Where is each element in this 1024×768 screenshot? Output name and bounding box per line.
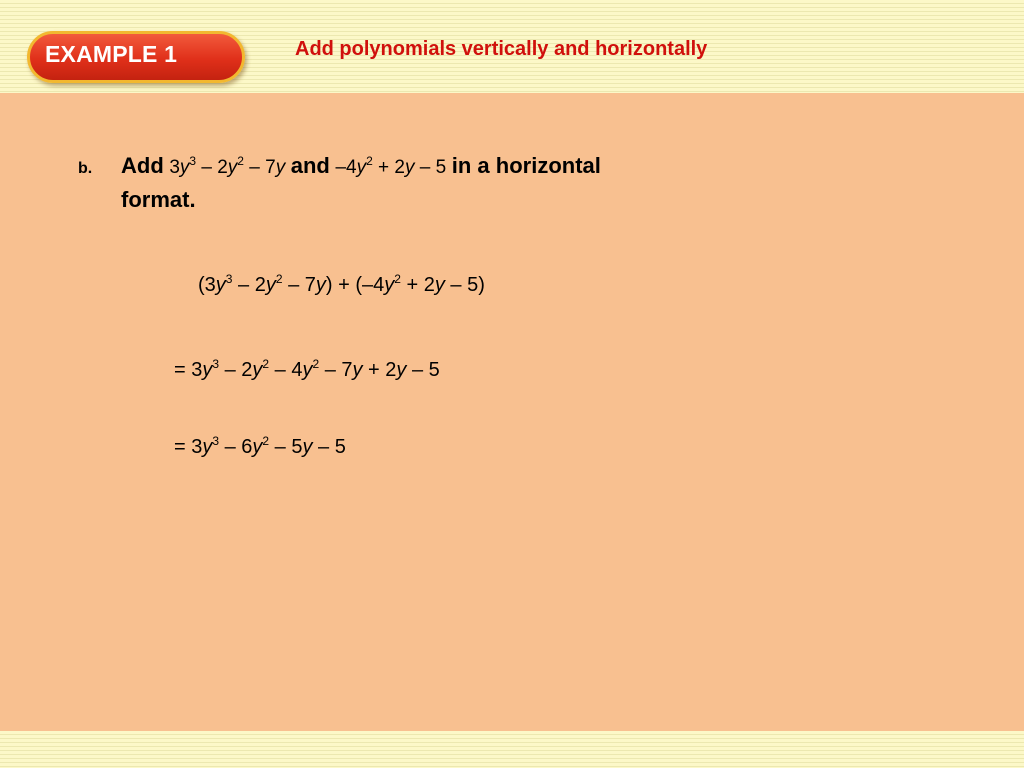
math-text: – 7 xyxy=(319,359,353,381)
math-variable: y xyxy=(252,436,263,458)
math-exponent: 2 xyxy=(394,272,401,286)
math-exponent: 3 xyxy=(189,154,197,168)
math-exponent: 2 xyxy=(312,357,320,371)
work-step-3 xyxy=(174,436,346,459)
math-variable: y xyxy=(356,157,367,178)
math-text: = 3 xyxy=(174,436,203,458)
math-exponent: 3 xyxy=(212,434,220,448)
work-step-2 xyxy=(174,359,440,382)
math-text: (3 xyxy=(198,274,216,296)
math-exponent: 2 xyxy=(275,272,283,286)
math-exponent: 2 xyxy=(237,154,244,168)
math-exponent: 2 xyxy=(262,434,270,448)
math-text: – 5 xyxy=(414,157,447,178)
math-text: – 2 xyxy=(232,274,266,296)
problem-statement-line-1 xyxy=(121,153,601,179)
math-text: = 3 xyxy=(174,359,203,381)
math-variable: y xyxy=(302,436,313,458)
polynomial-1 xyxy=(169,154,286,178)
math-variable: y xyxy=(265,274,276,296)
math-text: 3 xyxy=(169,157,180,178)
math-variable: y xyxy=(179,157,190,178)
math-text: –4 xyxy=(335,157,357,178)
math-text: + 2 xyxy=(400,274,435,296)
format-text: format. xyxy=(121,187,196,212)
math-text: – 2 xyxy=(196,157,228,178)
math-variable: y xyxy=(405,157,415,178)
math-variable: y xyxy=(434,274,445,296)
slide-title: Add polynomials vertically and horizontally xyxy=(295,38,708,60)
math-text: ) + (–4 xyxy=(325,274,385,296)
math-variable: y xyxy=(227,157,238,178)
math-exponent: 3 xyxy=(212,357,220,371)
math-text: – 5 xyxy=(406,359,440,381)
in-horizontal-text: in a horizontal xyxy=(451,153,601,178)
math-variable: y xyxy=(275,157,286,178)
math-variable: y xyxy=(215,274,226,296)
problem-statement-line-2 xyxy=(121,187,196,213)
footer-band xyxy=(0,731,1024,768)
math-exponent: 2 xyxy=(366,154,373,168)
math-variable: y xyxy=(252,359,263,381)
work-step-1 xyxy=(198,274,485,297)
math-text: – 2 xyxy=(219,359,253,381)
math-variable: y xyxy=(302,359,313,381)
math-variable: y xyxy=(352,359,363,381)
math-text: – 7 xyxy=(243,157,276,178)
math-text: – 5 xyxy=(269,436,303,458)
math-variable: y xyxy=(384,274,395,296)
math-variable: y xyxy=(315,274,326,296)
polynomial-2 xyxy=(335,154,447,178)
add-keyword: Add xyxy=(121,153,164,178)
math-variable: y xyxy=(202,359,213,381)
math-text: – 6 xyxy=(219,436,253,458)
example-badge-label: EXAMPLE 1 xyxy=(45,41,178,67)
math-variable: y xyxy=(202,436,213,458)
math-text: – 4 xyxy=(269,359,303,381)
problem-label: b. xyxy=(78,160,93,177)
math-text: – 5) xyxy=(444,274,485,296)
example-badge xyxy=(27,31,245,83)
math-text: – 7 xyxy=(282,274,316,296)
math-text: – 5 xyxy=(312,436,346,458)
math-text: + 2 xyxy=(362,359,397,381)
math-text: + 2 xyxy=(372,157,405,178)
and-keyword: and xyxy=(290,153,330,178)
math-exponent: 3 xyxy=(225,272,233,286)
math-variable: y xyxy=(396,359,407,381)
math-exponent: 2 xyxy=(262,357,270,371)
